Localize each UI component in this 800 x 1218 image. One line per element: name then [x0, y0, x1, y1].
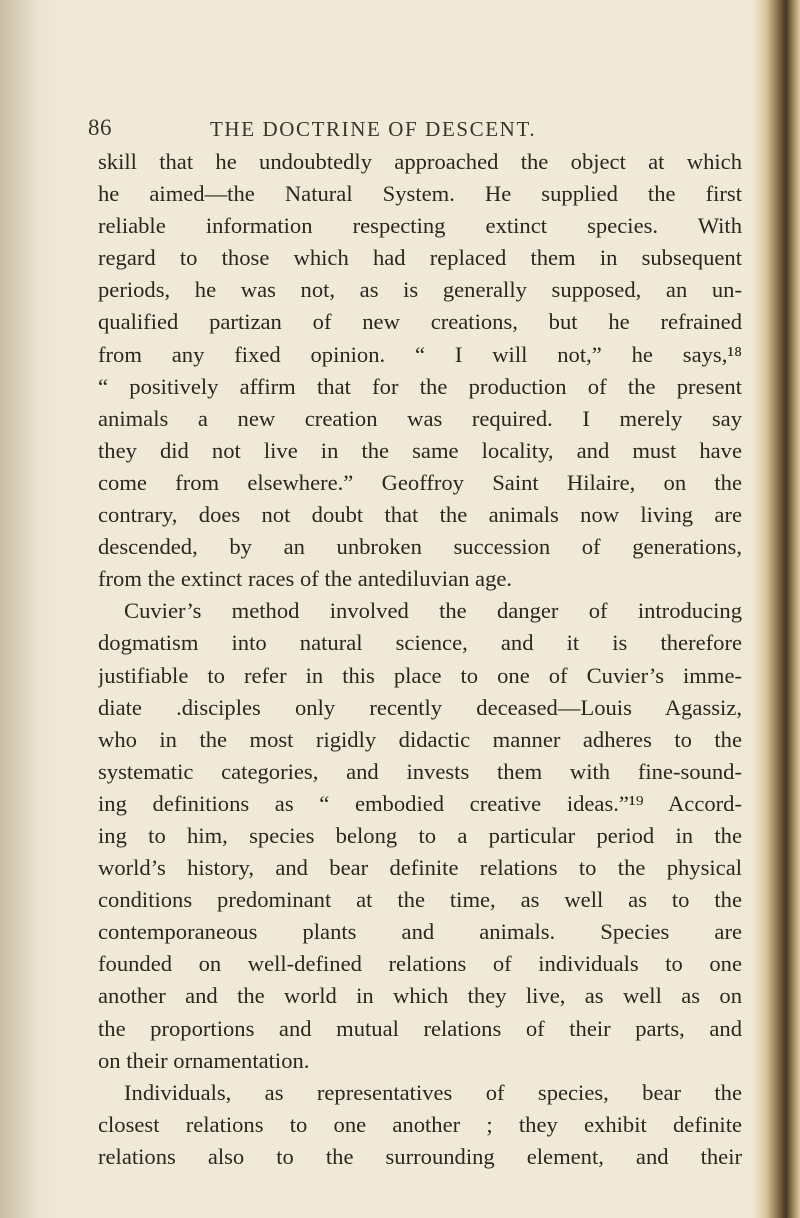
body-text	[98, 146, 742, 1173]
text-line: ing to him, species belong to a particular period in the	[98, 822, 742, 848]
text-line: reliable information respecting extinct species. With	[98, 213, 742, 239]
page-number: 86	[88, 115, 112, 140]
text-line: systematic categories, and invests them with fine-sound-	[98, 758, 742, 784]
text-line: from the extinct races of the antediluvian age.	[98, 566, 513, 592]
text-line: conditions predominant at the time, as well as to the	[98, 887, 742, 913]
text-line: founded on well-defined relations of individuals to one	[98, 951, 742, 977]
gutter-shadow	[0, 0, 40, 1218]
text-line: skill that he undoubtedly approached the object at which	[98, 149, 742, 174]
text-line: world’s history, and bear definite relations to the physical	[98, 855, 742, 881]
text-line: who in the most rigidly didactic manner adheres to the	[98, 726, 742, 752]
text-line: relations also to the surrounding element, and their	[98, 1143, 742, 1169]
text-line: ing definitions as “ embodied creative ideas.”¹⁹ Accord-	[98, 790, 742, 816]
text-line: animals a new creation was required. I merely say	[98, 405, 742, 431]
text-line: he aimed—the Natural System. He supplied the first	[98, 181, 742, 207]
text-line: “ positively affirm that for the production of the present	[98, 373, 742, 399]
running-title: THE DOCTRINE OF DESCENT.	[210, 117, 537, 141]
text-line: another and the world in which they live, as well as on	[98, 983, 742, 1009]
text-line: Cuvier’s method involved the danger of introducing	[124, 598, 742, 624]
text-line: contrary, does not doubt that the animals now living are	[98, 502, 742, 528]
text-line: dogmatism into natural science, and it is therefore	[98, 630, 742, 656]
text-line: Individuals, as representatives of species, bear the	[124, 1079, 742, 1105]
text-line: contemporaneous plants and animals. Species are	[98, 919, 742, 945]
page-edge	[752, 0, 800, 1218]
text-line: diate .disciples only recently deceased—Louis Agassiz,	[98, 694, 742, 720]
text-line: from any fixed opinion. “ I will not,” he says,¹⁸	[98, 341, 742, 367]
text-line: qualified partizan of new creations, but he refrained	[98, 309, 742, 335]
text-line: closest relations to one another ; they exhibit definite	[98, 1111, 742, 1137]
text-line: justifiable to refer in this place to one of Cuvier’s imme-	[98, 662, 742, 688]
text-line: come from elsewhere.” Geoffroy Saint Hilaire, on the	[98, 469, 742, 495]
text-line: they did not live in the same locality, and must have	[98, 437, 742, 463]
text-line: descended, by an unbroken succession of generations,	[98, 534, 742, 560]
text-line: regard to those which had replaced them in subsequent	[98, 245, 742, 271]
text-line: the proportions and mutual relations of their parts, and	[98, 1015, 742, 1041]
text-line: periods, he was not, as is generally supposed, an un-	[98, 277, 742, 303]
text-line: on their ornamentation.	[98, 1047, 310, 1073]
